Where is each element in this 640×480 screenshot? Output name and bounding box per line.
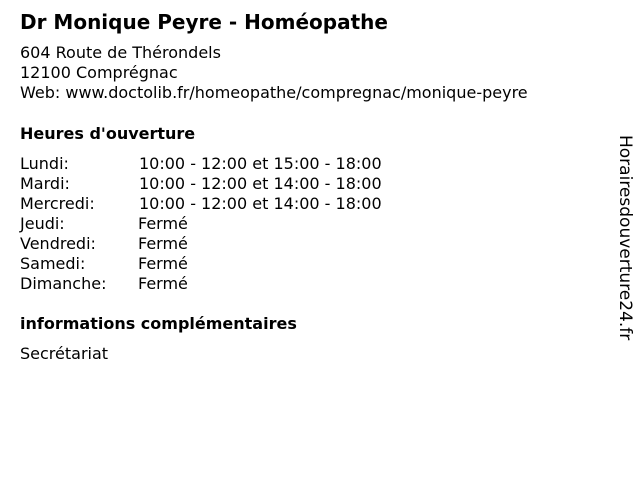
hours-row-saturday — [20, 254, 440, 274]
day-label: Vendredi: — [20, 234, 96, 253]
time-value: 10:00 - 12:00 et 14:00 - 18:00 — [139, 194, 382, 213]
day-label: Lundi: — [20, 154, 69, 173]
time-value: Fermé — [138, 254, 188, 273]
additional-info-text: Secrétariat — [20, 344, 109, 363]
hours-row-thursday — [20, 214, 440, 234]
website-line: Web: www.doctolib.fr/homeopathe/compregnac/monique-peyre — [20, 83, 528, 102]
day-label: Mercredi: — [20, 194, 95, 213]
address-street: 604 Route de Thérondels — [20, 43, 221, 62]
hours-row-wednesday — [20, 194, 440, 214]
hours-row-friday — [20, 234, 440, 254]
day-label: Samedi: — [20, 254, 86, 273]
additional-info-heading: informations complémentaires — [20, 314, 297, 333]
page-title: Dr Monique Peyre - Homéopathe — [20, 10, 388, 34]
hours-row-monday — [20, 154, 440, 174]
day-label: Mardi: — [20, 174, 70, 193]
day-label: Dimanche: — [20, 274, 107, 293]
address-city: 12100 Comprégnac — [20, 63, 178, 82]
hours-row-tuesday — [20, 174, 440, 194]
hours-row-sunday — [20, 274, 440, 294]
opening-hours-table — [20, 154, 440, 294]
time-value: Fermé — [138, 274, 188, 293]
address-block — [20, 43, 528, 103]
time-value: 10:00 - 12:00 et 14:00 - 18:00 — [139, 174, 382, 193]
watermark-text: Horairesdouverture24.fr — [615, 135, 635, 341]
time-value: Fermé — [138, 234, 188, 253]
time-value: 10:00 - 12:00 et 15:00 - 18:00 — [139, 154, 382, 173]
watermark — [610, 135, 640, 345]
opening-hours-heading: Heures d'ouverture — [20, 124, 196, 143]
time-value: Fermé — [138, 214, 188, 233]
day-label: Jeudi: — [20, 214, 65, 233]
